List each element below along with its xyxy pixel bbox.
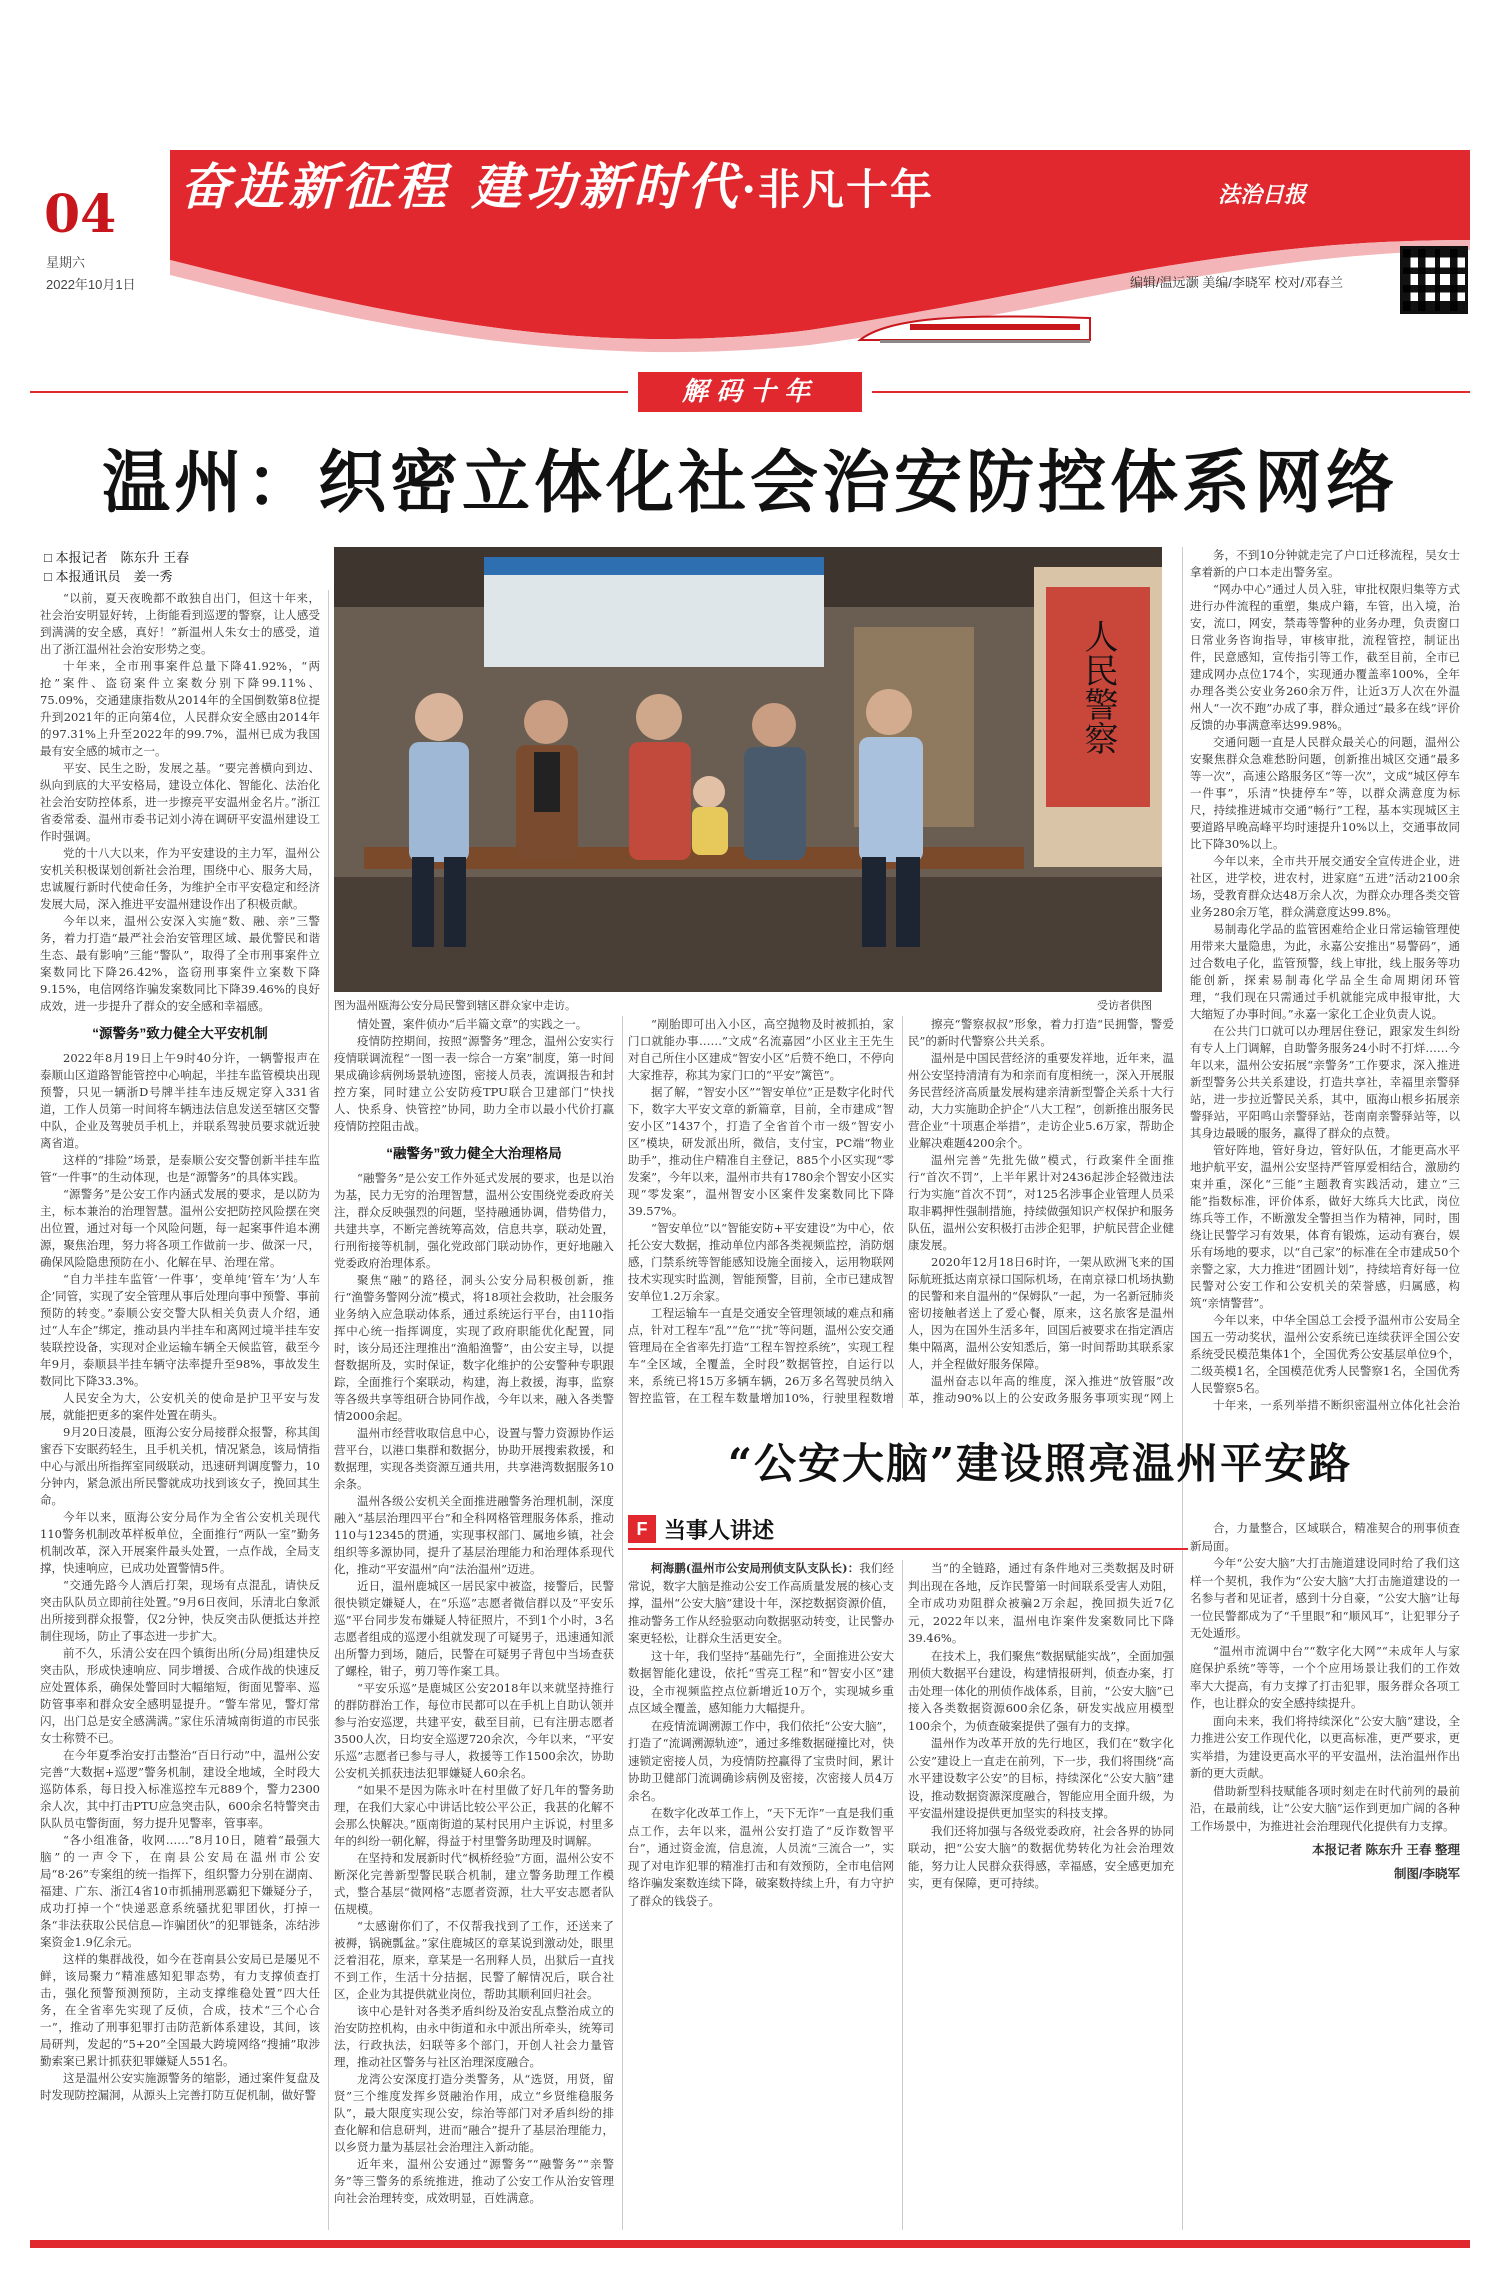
- body-paragraph: 温州各级公安机关全面推进融警务治理机制，深度融入“基层治理四平台”和全科网格管理服务体系，推动110与12345的贯通，实现事权部门、属地乡镇，社会组织等多源协同，提升了基层治理能力和治理体系现代化，推动“平安温州”向“法治温州”迈进。: [334, 1494, 614, 1576]
- article-photo: [334, 547, 1162, 992]
- body-paragraph: 柯海鹏(温州市公安局刑侦支队支队长)：我们经常说，数字大脑是推动公安工作高质量发展的核心支撑，温州“公安大脑”建设十年，深挖数据资源价值，推动警务工作从经验驱动向数据驱动转变，让民警办案更轻松，让群众生活更安全。: [628, 1561, 894, 1645]
- masthead-logo: 法治日报: [1218, 182, 1307, 208]
- body-paragraph: 易制毒化学品的监管困难给企业日常运输管理使用带来大量隐患，为此，永嘉公安推出“易警码”，通过合数电子化，监管预警，线上审批，线上服务等功能创新，探索易制毒化学品全生命周期闭环管理，“我们现在只需通过手机就能完成申报审批，大大缩短了办事时间。”永嘉一家化工企业负责人说。: [1190, 922, 1460, 1021]
- footer-band: [30, 2240, 1470, 2248]
- body-paragraph: 合，力量整合，区域联合，精准契合的刑事侦查新局面。: [1190, 1521, 1460, 1553]
- speaker-name: 柯海鹏(温州市公安局刑侦支队支队长)：: [651, 1561, 860, 1575]
- body-paragraph: 务，不到10分钟就走完了户口迁移流程，吴女士拿着新的户口本走出警务室。: [1190, 548, 1460, 579]
- column-divider: [622, 1016, 623, 2230]
- body-paragraph: “平安乐巡”是鹿城区公安2018年以来就坚持推行的群防群治工作，每位市民都可以在手机上自助认领并参与治安巡逻，共建平安，截至目前，已有注册志愿者3500人次，日均安全巡逻720余次，今年以来，“平安乐巡”志愿者已参与寻人，救援等工作1500余次，协助公安机关抓获违法犯罪嫌疑人60余名。: [334, 1681, 614, 1780]
- section-rule-left: [30, 391, 628, 393]
- interview-label: [628, 1514, 774, 1544]
- page-header: [30, 150, 1470, 360]
- body-paragraph: 前不久，乐清公安在四个镇街出所(分局)组建快反突击队，形成快速响应、同步增援、合成作战的快速反应处置体系，确保处警回时大幅缩短，街面见警率、巡防管事率和群众安全感明显提升。“警车常见，警灯常闪，出门总是安全感满满。”家住乐清城南街道的市民张女士称赞不已。: [40, 1646, 320, 1745]
- body-paragraph: 擦亮“警察叔叔”形象，着力打造“民拥警，警爱民”的新时代警察公共关系。: [908, 1017, 1174, 1048]
- body-paragraph: 温州奋志以年高的维度，深入推进“放管服”改革，推动90%以上的公安政务服务事项实现“网上: [908, 1374, 1174, 1405]
- body-paragraph: 2020年12月18日6时许，一架从欧洲飞来的国际航班抵达南京禄口国际机场，在南京禄口机场执勤的民警和来自温州的“保姆队”一起，为一名新冠肺炎密切接触者送上了爱心餐，原来，这名旅客是温州人，因为在国外生活多年，回国后被要求在指定酒店集中隔离，温州公安知悉后，第一时间帮助其联系家人，并全程做好服务保障。: [908, 1255, 1174, 1371]
- photo-caption-row: [334, 997, 1162, 1013]
- body-paragraph: 疫情防控期间，按照“源警务”理念，温州公安实行疫情联调流程“一图一表一综合一方案”制度，第一时间果成确诊病例场景轨迹图，密接人员表，流调报告和封控方案，同时建立公安防疫TPU联合卫建部门“快找人、快系身、快管控”协同，助力全市以最小代价打赢疫情防控阻击战。: [334, 1034, 614, 1133]
- body-column-5: [1190, 547, 1460, 1413]
- byline-correspondent: □ 本报通讯员 姜一秀: [44, 569, 173, 584]
- body-paragraph: “自力半挂车监管‘一件事’，变单纯‘管车’为‘人车企’同管，实现了安全管理从事后处理向事中预警、事前预防的转变。”泰顺公安交警大队相关负责人介绍，通过“人车企”绑定，推动县内半挂车和离网过境半挂车安装联控设备，实现对企业运输车辆全天候监管，截至今年9月，泰顺县半挂车辆守法率提升至98%，事故发生数同比下降33.3%。: [40, 1272, 320, 1388]
- photo-illustration: [334, 547, 1162, 992]
- body-paragraph: 温州是中国民营经济的重要发祥地，近年来，温州公安坚持清清有为和亲而有度相统一，深入开展服务民营经济高质量发展构建亲清新型警企关系十大行动，大力实施助企护企“八大工程”，创新推出服务民营企业“十项惠企举措”，走访企业5.6万家，帮助企业解决难题4200余个。: [908, 1051, 1174, 1150]
- body-paragraph: 管好阵地，管好身边，管好队伍，才能更高水平地护航平安，温州公安坚持严管厚爱相结合，激励约束并重，深化“三能”主题教育实践活动，建立“三能”指数标准，评价体系，做好大练兵大比武，岗位练兵等工作，不断激发全警担当作为精神，同时，围绕让民警学习有效果，体育有锻炼，运动有赛台，娱乐有场地的要求，以“自己家”的标准在全市建成50个亲警之家，大力推进“团圆计划”，持续培育好每一位民警对公安工作和公安机关的荣誉感，归属感，构筑“亲情警营”。: [1190, 1143, 1460, 1310]
- body-paragraph: 今年“公安大脑”大打击施道建设同时给了我们这样一个契机，我作为“公安大脑”大打击施道建设的一名参与者和见证者，感到十分自豪，“公安大脑”让每一位民警都成为了“千里眼”和“顺风耳”，让犯罪分子无处遁形。: [1190, 1556, 1460, 1640]
- body-paragraph: 近年来，温州公安通过“源警务”“融警务”“亲警务”等三警务的系统推进，推动了公安工作从治安管理向社会治理转变，成效明显，百姓满意。: [334, 2157, 614, 2205]
- body-paragraph: 9月20日凌晨，瓯海公安分局接群众报警，称其闺蜜吞下安眠药轻生，且手机关机，情况紧急，该局情指中心与派出所指挥室同级联动，迅速研判调度警力，10分钟内，紧急派出所民警就成功找到该女子，挽回其生命。: [40, 1425, 320, 1507]
- body-paragraph: 交通问题一直是人民群众最关心的问题，温州公安聚焦群众急难愁盼问题，创新推出城区交通“最多等一次”，高速公路服务区“等一次”，文成“城区停车一件事”，乐清“快捷停车”等，以群众满意度为标尺，持续推进城市交通“畅行”工程，基本实现城区主要道路早晚高峰平均时速提升10%以上，交通事故同比下降30%以上。: [1190, 735, 1460, 851]
- body-paragraph: 在技术上，我们聚焦“数据赋能实战”，全面加强刑侦大数据平台建设，构建情报研判，侦查办案，打击处理一体化的刑侦作战体系，目前，“公安大脑”已接入各类数据资源600余亿条，研发实战应用模型100余个，为侦查破案提供了强有力的支撑。: [908, 1648, 1174, 1733]
- body-column-3: [628, 1016, 894, 1408]
- body-paragraph: 在数字化改革工作上，“天下无诈”一直是我们重点工作，去年以来，温州公安打造了“反诈数智平台”，通过资金流，信息流，人员流“三流合一”，实现了对电诈犯罪的精准打击和有效预防，全市电信网络诈骗发案数连续下降，破案数持续上升，有力守护了群众的钱袋子。: [628, 1806, 894, 1908]
- body-paragraph: 在疫情流调溯源工作中，我们依托“公安大脑”，打造了“流调溯源轨迹”，通过多维数据碰撞比对，快速锁定密接人员，为疫情防控赢得了宝贵时间，累计协助卫健部门流调确诊病例及密接，次密接人员4万余名。: [628, 1718, 894, 1803]
- body-paragraph: 人民安全为大，公安机关的使命是护卫平安与发展，就能把更多的案件处置在萌头。: [40, 1391, 320, 1422]
- column-divider: [328, 590, 329, 2230]
- photo-credit: 受访者供图: [1097, 1000, 1152, 1012]
- photo-door-sign: 人民警察: [1078, 619, 1118, 755]
- body-paragraph: “太感谢你们了，不仅帮我找到了工作，还送来了被褥，锅碗瓢盆。”家住鹿城区的章某说到激动处，眼里泛着泪花，原来，章某是一名刑释人员，出狱后一直找不到工作，生活十分拮据，民警了解情况后，联合社区，企业为其提供就业岗位，帮助其顺利回归社会。: [334, 1919, 614, 2001]
- body-paragraph: 近日，温州鹿城区一居民家中被盗，接警后，民警很快锁定嫌疑人，在“乐巡”志愿者微信群以及“平安乐巡”平台同步发布嫌疑人特征照片，不到1个小时，3名志愿者组成的巡逻小组就发现了可疑男子，迅速通知派出所警力到场，随后，民警在可疑男子背包中当场查获了螺栓，钳子，剪刀等作案工具。: [334, 1579, 614, 1678]
- interview-label-text: 当事人讲述: [664, 1517, 775, 1543]
- body-paragraph: “温州市流调中台”“数字化大网”“未成年人与家庭保护系统”等等，一个个应用场景让我们的工作效率大大提高，有力支撑了打击犯罪，服务群众各项工作，也让群众的安全感持续提升。: [1190, 1643, 1460, 1710]
- body-paragraph: 温州作为改革开放的先行地区，我们在“数字化公安”建设上一直走在前列，下一步，我们将围绕“高水平建设数字公安”的目标，持续深化“公安大脑”建设，推动数据资源深度融合，智能应用全面升级，为平安温州建设提供更加坚实的科技支撑。: [908, 1736, 1174, 1820]
- editor-credits: 编辑/温远灏 美编/李晓军 校对/邓春兰: [1130, 275, 1344, 290]
- section-rule-right: [872, 391, 1470, 393]
- interview-column-2: [908, 1560, 1174, 2230]
- body-paragraph: 今年以来，全市共开展交通安全宣传进企业，进社区，进学校，进农村，进家庭“五进”活动2100余场，受教育群众达48万余人次，为群众办理各类交管业务280余万笔，群众满意度达99.8%。: [1190, 854, 1460, 919]
- interview-f-icon: F: [628, 1515, 656, 1543]
- body-paragraph: 聚焦“融”的路径，洞头公安分局积极创新，推行“渔警务警网分流”模式，将18项社会救助，社会服务业务纳入应急联动体系，通过系统运行平台，由110指挥中心统一指挥调度，实现了政府职能优化配置，同时，该分局还注理推出“渔船渔警”，由公安主导，以提督数据所及，实时保证，数字化维护的公安警种专职跟踪，全面推行个案联动，构建，海上救援，海事，监察等各级共享等组研合协同作战，今年以来，融入各类警情2000余起。: [334, 1273, 614, 1423]
- body-paragraph: 这样的“排险”场景，是泰顺公安交警创新半挂车监管“一件事”的生动体现，也是“源警务”的具体实践。: [40, 1153, 320, 1184]
- body-paragraph: 我们还将加强与各级党委政府，社会各界的协同联动，把“公安大脑”的数据优势转化为社会治理效能，努力让人民群众获得感，幸福感，安全感更加充实，更有保障，更可持续。: [908, 1823, 1174, 1890]
- section-tag: [0, 372, 1500, 412]
- body-paragraph: “各小组准备，收网……”8月10日，随着“最强大脑”的一声令下，在南县公安局在温州市公安局“8·26”专案组的统一指挥下，组织警力分别在湖南、福建、广东、浙江4省10市抓捕刑恶霸犯下嫌疑分子，成功打掉一个“快递恶意系统骚扰犯罪团伙，打掉一条“非法获取公民信息—诈骗团伙”的犯罪链条，冻结涉案资金1.9亿余元。: [40, 1833, 320, 1949]
- section-subheading: “融警务”致力健全大治理格局: [386, 1146, 562, 1161]
- column-divider: [1182, 547, 1183, 2230]
- body-column-4: [908, 1016, 1174, 1408]
- body-paragraph: “网办中心”通过人员入驻，审批权限归集等方式进行办件流程的重塑，集成户籍，车管，出入境，治安，流口，网安，禁毒等警种的业务办理，负责窗口日常业务咨询指导，审核审批，流程管控，制证出件，民意感知，宣传指引等工作，截至目前，全市已建成网办点位174个，实现通办覆盖率100%，全年办理各类公安业务260余万件，让近3万人次在外温州人“一次不跑”办成了事，群众通过“最多在线”评价反馈的办事满意率达99.98%。: [1190, 582, 1460, 732]
- qr-code-icon[interactable]: [1400, 246, 1468, 314]
- body-paragraph: “智安单位”以“智能安防+平安建设”为中心，依托公安大数据，推动单位内部各类视频监控，消防烟感，门禁系统等智能感知设施全面接入，运用物联网技术实现实时监测，智能预警，目前，全市已建成智安单位1.2万余家。: [628, 1221, 894, 1303]
- header-slogan: [180, 154, 934, 220]
- weekday: 星期六: [46, 255, 86, 270]
- slogan-tail: ·非凡十年: [741, 165, 935, 214]
- photo-caption: 图为温州瓯海公安分局民警到辖区群众家中走访。: [334, 1000, 576, 1012]
- body-paragraph: “交通先路今人酒后打架，现场有点混乱，请快反突击队队员立即前往处置。”9月6日夜间，乐清北白象派出所接到群众报警，仅2分钟，快反突击队便抵达并控制住现场，防止了事态进一步扩大。: [40, 1578, 320, 1643]
- page-number: 04: [44, 184, 117, 245]
- body-column-2: [334, 1016, 614, 2230]
- body-paragraph: 十年来，一系列举措不断织密温州立体化社会治: [1213, 1398, 1460, 1412]
- body-paragraph: 在今年夏季治安打击整治“百日行动”中，温州公安完善“大数据+巡逻”警务机制，建设全地域，全时段大巡防体系，每日投入标准巡控车元889个，警力2300余人次，其中打击PTU应急突击队，600余名特警突击队队员屯警街面，努力提升见警率，管事率。: [40, 1748, 320, 1830]
- article-signoff: 本报记者 陈东升 王春 整理: [1312, 1843, 1460, 1857]
- body-paragraph: “源警务”是公安工作内涵式发展的要求，是以防为主，标本兼治的治理智慧。温州公安把防控风险摆在突出位置，通过对每一个风险问题，每一起案事件追本溯源，聚焦治理，努力将各项工作做前一步、做深一尺，确保风险隐患预防在小、化解在早、治理在常。: [40, 1187, 320, 1269]
- sidebar-article-title: “公安大脑”建设照亮温州平安路: [727, 1439, 1353, 1488]
- body-paragraph: 今年以来，温州公安深入实施“数、融、亲”三警务，着力打造“最严社会治安管理区域、最优警民和谐生态、最有影响”三能“警队”，取得了全市刑事案件立案数同比下降26.42%，盗窃刑事案件立案数下降9.15%，电信网络诈骗发案数同比下降39.46%的良好成效，进一步提升了群众的安全感和幸福感。: [40, 914, 320, 1013]
- slogan-main: 奋进新征程 建功新时代: [180, 157, 742, 216]
- page-info-block: [30, 150, 170, 360]
- body-paragraph: 这样的集群战役，如今在苍南县公安局已是屡见不鲜，该局聚力“精准感知犯罪态势，有力支撑侦查打击，强化预警预测预防，主动支撑维稳处置”四大任务，在全省率先实现了反侦，合成，技术“三个心合一”，推动了刑事犯罪打击防范新体系建设，其间，该局研判，发起的“5+20”全国最大跨境网络“搜捕”取涉勤索案已累计抓获犯罪嫌疑人551名。: [40, 1952, 320, 2068]
- interview-column-3: [1190, 1520, 1460, 2230]
- body-paragraph: “剐胎即可出入小区，高空抛物及时被抓拍，家门口就能办事……”文成“名流嘉园”小区业主王先生对自己所住小区建成“智安小区”后赞不绝口，不停向大家推荐，称其为家门口的“平安”篱笆”。: [628, 1017, 894, 1082]
- issue-date: 2022年10月1日: [46, 277, 136, 292]
- body-paragraph: 温州市经营收取信息中心，设置与警力资源协作运营平台，以港口集群和数据分，协助开展搜索救援，和数据理，实现各类资源互通共用，共享港湾数据服务10余条。: [334, 1426, 614, 1491]
- article-headline: 温州：织密立体化社会治安防控体系网络: [101, 443, 1398, 523]
- body-paragraph: 今年以来，瓯海公安分局作为全省公安机关现代110警务机制改革样板单位，全面推行“两队一室”勤务机制改革，深入开展案件最头处置，一点作战，全局支撑，快速响应，已成功处置警情5件。: [40, 1510, 320, 1575]
- body-paragraph: 2022年8月19日上午9时40分许，一辆警报声在泰顺山区道路智能管控中心响起，半挂车监管模块出现预警，只见一辆浙D号牌半挂车违反规定穿入331省道，工作人员第一时间将车辆违法信息发送至辖区交警中队，企业及驾驶员手机上，并联系驾驶员要求就近驶离省道。: [40, 1051, 320, 1150]
- body-paragraph: 这是温州公安实施源警务的缩影，通过案件复盘及时发现防控漏洞，从源头上完善打防互促机制，做好警: [40, 2071, 320, 2102]
- body-paragraph: “如果不是因为陈永叶在村里做了好几年的警务助理，在我们大家心中讲话比较公平公正，我甚的化解不会那么快解决。”瓯南街道的某村民用户主诉说，村里多年的纠纷一朝化解，得益于村里警务助理及时调解。: [334, 1783, 614, 1848]
- article-signoff: 制图/李晓军: [1394, 1867, 1460, 1881]
- body-paragraph: 在坚持和发展新时代“枫桥经验”方面，温州公安不断深化完善新型警民联合机制，建立警务助理工作模式，整合基层“微网格”志愿者资源，壮大平安志愿者队伍规模。: [334, 1851, 614, 1916]
- section-subheading: “源警务”致力健全大平安机制: [92, 1026, 268, 1041]
- body-paragraph: 工程运输车一直是交通安全管理领域的难点和痛点，针对工程车“乱”“危”“扰”等问题，温州公安交通管理局在全省率先打造“工程车智控系统”，实现工程车“全区域，全覆盖，全时段”数据管控，自运行以来，系统已将15万多辆车辆，26万多名驾驶员纳入智控监管，在工程车数量增加10%，行驶里程数增: [628, 1306, 894, 1405]
- byline: [44, 548, 344, 586]
- column-divider: [902, 1560, 903, 2230]
- column-divider: [902, 1016, 903, 1408]
- body-paragraph: 温州完善“先批先做”模式，行政案件全面推行“首次不罚”，上半年累计对2436起涉企轻微违法行为实施“首次不罚”，对125名涉事企业管理人员采取非羁押性强制措施，持续做强知识产权保护和服务队伍，温州公安积极打击涉企犯罪，护航民营企业健康发展。: [908, 1153, 1174, 1252]
- byline-reporter: □ 本报记者 陈东升 王春: [44, 550, 190, 565]
- body-paragraph: 借助新型科技赋能各项时刻走在时代前列的最前沿，在最前线，让“公安大脑”运作到更加广阔的各种工作场景中，为推进社会治理现代化提供有力支撑。: [1190, 1783, 1460, 1833]
- body-paragraph: “融警务”是公安工作外延式发展的要求，也是以治为基，民力无穷的治理智慧，温州公安围绕党委政府关注，群众反映强烈的问题，坚持融通协调，借势借力，共建共享，不断完善统筹高效，信息共享，联动处置，行刑衔接等机制，强化党政部门联动协作，更好地融入党委政府治理体系。: [334, 1171, 614, 1270]
- body-paragraph: 据了解，“智安小区”“智安单位”正是数字化时代下，数字大平安文章的新篇章，目前，全市建成“智安小区”1437个，打造了全省首个市一级“智安小区”模块，研发派出所，微信，支付宝，PC端“物业助手”，推动住户精准自主登记，885个小区实现“零发案”，今年以来，温州市共有1780余个智安小区实现“零发案”，温州智安小区案件发案数同比下降39.57%。: [628, 1085, 894, 1218]
- body-paragraph: 平安、民生之盼，发展之基。“要完善横向到边、纵向到底的大平安格局，建设立体化、智能化、法治化社会治安防控体系，进一步擦亮平安温州金名片。”浙江省委常委、温州市委书记刘小涛在调研平安温州建设工作时强调。: [40, 761, 320, 843]
- body-column-1: [40, 590, 320, 2230]
- body-paragraph: 十年来，全市刑事案件总量下降41.92%，“两抢”案件、盗窃案件立案数分别下降99.11%、75.09%，交通建康指数从2014年的全国倒数第8位提升到2021年的正向第4位，人民群众安全感由2014年的97.31%上升至2022年的99.7%，温州已成为我国最有安全感的城市之一。: [40, 659, 320, 758]
- interview-column-1: [628, 1560, 894, 2230]
- body-paragraph: 当”的全链路，通过有条件地对三类数据及时研判出现在各地，反诈民警第一时间联系受害人劝阻，全市成功劝阻群众被骗2万余起，挽回损失近7亿元，2022年以来，温州电诈案件发案数同比下降39.46%。: [908, 1561, 1174, 1645]
- interview-rule: [628, 1548, 1188, 1550]
- body-paragraph: 这十年，我们坚持“基础先行”，全面推进公安大数据智能化建设，依托“雪亮工程”和“智安小区”建设，全市视频监控点位新增近10万个，实现城乡重点区域全覆盖，感知能力大幅提升。: [628, 1648, 894, 1715]
- body-paragraph: 在公共门口就可以办理居住登记，跟家发生纠纷有专人上门调解，自助警务服务24小时不打烊……今年以来，温州公安拓展“亲警务”工作要求，深入推进新型警务公共关系建设，打造共享社，幸福里亲警驿站，进一步拉近警民关系，其中，瓯海山根乡拓展亲警驿站，平阳鸣山亲警驿站，苍南南亲警驿站等，以其身边最暖的服务，赢得了群众的点赞。: [1190, 1024, 1460, 1140]
- body-paragraph: “以前，夏天夜晚都不敢独自出门，但这十年来，社会治安明显好转，上街能看到巡逻的警察，让人感受到满满的安全感，真好！”新温州人朱女士的感受，道出了浙江温州社会治安形势之变。: [40, 591, 320, 656]
- body-paragraph: 今年以来，中华全国总工会授予温州市公安局全国五一劳动奖状，温州公安系统已连续获评全国公安系统受民模范集体1个，全国优秀公安基层单位9个，二级英模1名，全国模范优秀人民警察1名，全国优秀人民警察5名。: [1190, 1313, 1460, 1395]
- body-paragraph: 情处置，案件侦办“后半篇文章”的实践之一。: [357, 1017, 588, 1031]
- body-paragraph: 该中心是针对各类矛盾纠纷及治安乱点整治成立的治安防控机构，由永中街道和永中派出所牵头，统筹司法，行政执法，妇联等多个部门，开创人社会力量管理，推动社区警务与社区治理深度融合。: [334, 2004, 614, 2069]
- body-paragraph: 党的十八大以来，作为平安建设的主力军，温州公安机关积极谋划创新社会治理，围绕中心、服务大局，忠诚履行新时代使命任务，为维护全市平安稳定和经济发展大局，深入推进平安温州建设作出了积极贡献。: [40, 846, 320, 911]
- train-icon: [850, 310, 1100, 350]
- body-paragraph: 面向未来，我们将持续深化“公安大脑”建设，全力推进公安工作现代化，以更高标准，更严要求，更实举措，为建设更高水平的平安温州，法治温州作出新的更大贡献。: [1190, 1713, 1460, 1780]
- section-label: 解码十年: [638, 372, 862, 412]
- body-paragraph: 龙湾公安深度打造分类警务，从“选贤，用贤，留贤”三个维度发挥乡贤融治作用，成立“乡贤维稳服务队”，最大限度实现公安，综治等部门对矛盾纠纷的排查化解和信息研判，进而“融合”提升了基层治理能力，以乡贤力量为基层社会治理注入新动能。: [334, 2072, 614, 2154]
